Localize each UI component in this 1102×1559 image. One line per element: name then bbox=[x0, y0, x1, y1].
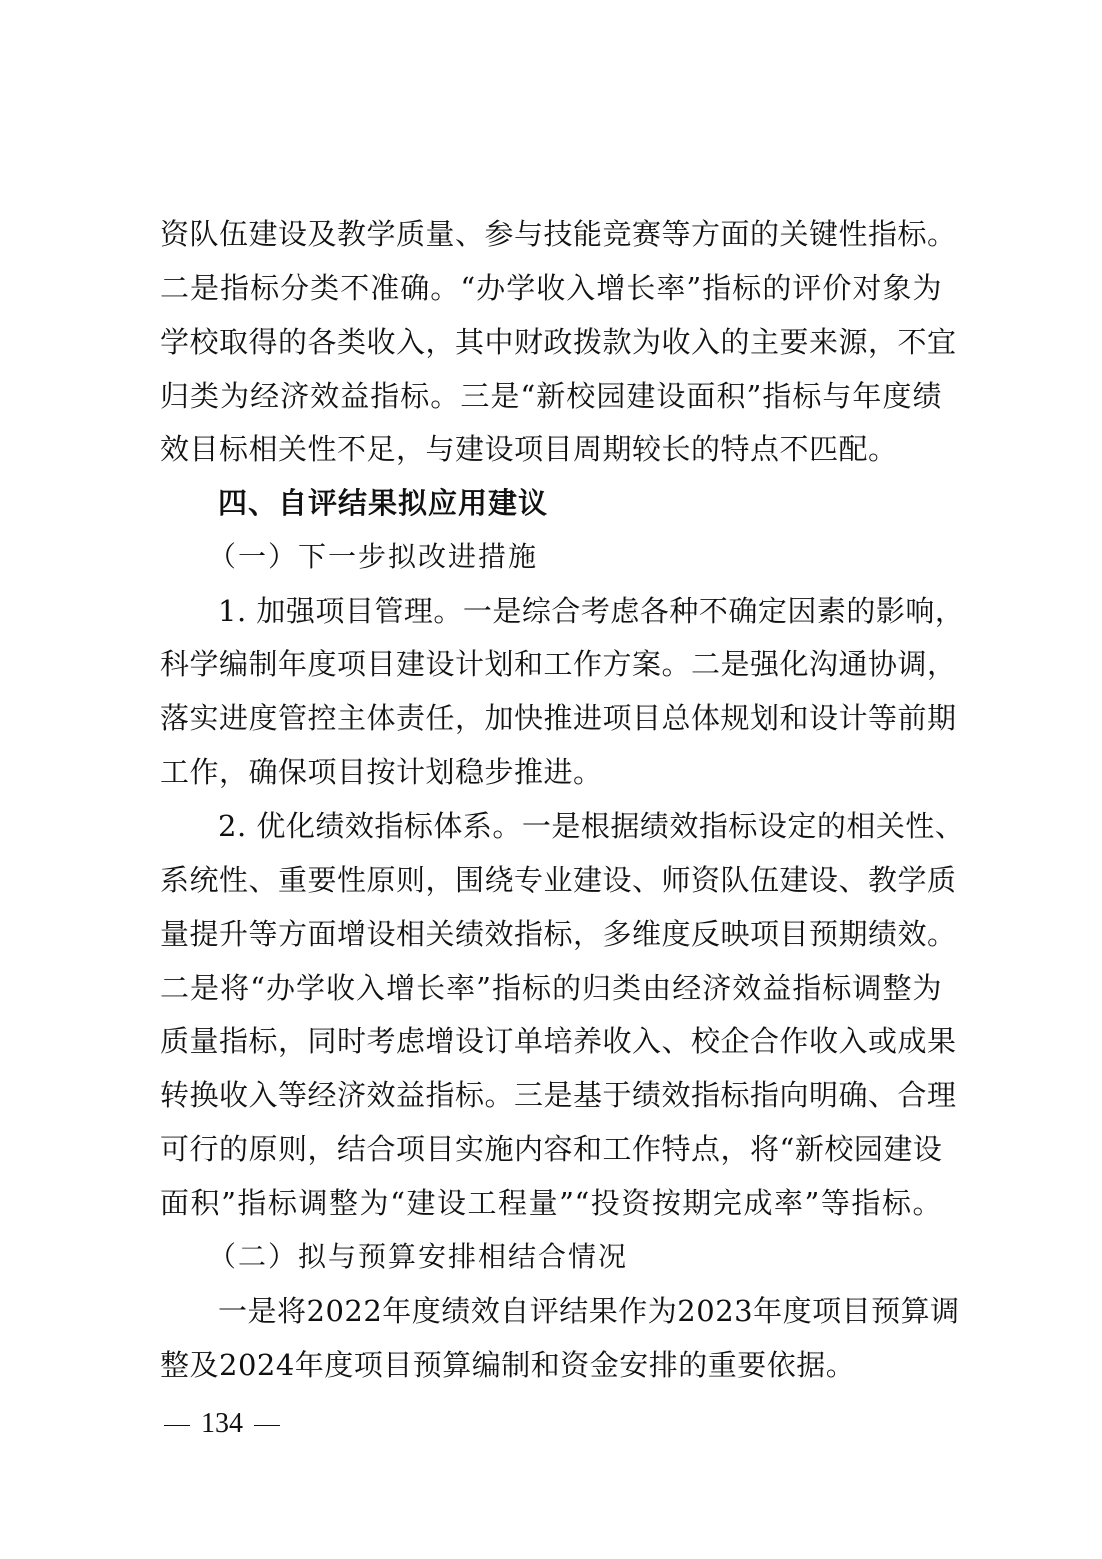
subsection-heading: （二）拟与预算安排相结合情况 bbox=[208, 1240, 629, 1273]
paragraph-line: 科学编制年度项目建设计划和工作方案。二是强化沟通协调， bbox=[160, 647, 957, 681]
paragraph-line: 面积”指标调整为“建设工程量”“投资按期完成率”等指标。 bbox=[160, 1186, 942, 1220]
paragraph-line: 二是指标分类不准确。“办学收入增长率”指标的评价对象为 bbox=[160, 271, 942, 305]
dash-left bbox=[164, 1425, 190, 1427]
paragraph-line: 量提升等方面增设相关绩效指标，多维度反映项目预期绩效。 bbox=[160, 917, 957, 951]
paragraph-line: 质量指标，同时考虑增设订单培养收入、校企合作收入或成果 bbox=[160, 1024, 957, 1058]
dash-right bbox=[254, 1425, 280, 1427]
paragraph-line: 资队伍建设及教学质量、参与技能竞赛等方面的关键性指标。 bbox=[160, 217, 957, 251]
paragraph-line: 效目标相关性不足，与建设项目周期较长的特点不匹配。 bbox=[160, 432, 898, 466]
paragraph-line: 可行的原则，结合项目实施内容和工作特点，将“新校园建设 bbox=[160, 1132, 943, 1166]
paragraph-line: 转换收入等经济效益指标。三是基于绩效指标指向明确、合理 bbox=[160, 1078, 957, 1112]
paragraph-line: 整及2024年度项目预算编制和资金安排的重要依据。 bbox=[160, 1348, 856, 1382]
subsection-heading: （一）下一步拟改进措施 bbox=[208, 540, 539, 573]
paragraph-line: 落实进度管控主体责任，加快推进项目总体规划和设计等前期 bbox=[160, 701, 957, 735]
paragraph-line: 工作，确保项目按计划稳步推进。 bbox=[160, 755, 603, 789]
paragraph-line: 归类为经济效益指标。三是“新校园建设面积”指标与年度绩 bbox=[160, 379, 942, 413]
paragraph-line: 2. 优化绩效指标体系。一是根据绩效指标设定的相关性、 bbox=[218, 809, 965, 843]
page-number-value: 134 bbox=[201, 1408, 243, 1439]
paragraph-line: 1. 加强项目管理。一是综合考虑各种不确定因素的影响， bbox=[218, 594, 965, 628]
paragraph-line: 二是将“办学收入增长率”指标的归类由经济效益指标调整为 bbox=[160, 971, 942, 1005]
paragraph-line: 一是将2022年度绩效自评结果作为2023年度项目预算调 bbox=[218, 1294, 960, 1328]
page-number bbox=[160, 1406, 284, 1442]
section-heading: 四、自评结果拟应用建议 bbox=[218, 486, 549, 520]
paragraph-line: 系统性、重要性原则，围绕专业建设、师资队伍建设、教学质 bbox=[160, 863, 957, 897]
paragraph-line: 学校取得的各类收入，其中财政拨款为收入的主要来源，不宜 bbox=[160, 325, 957, 359]
